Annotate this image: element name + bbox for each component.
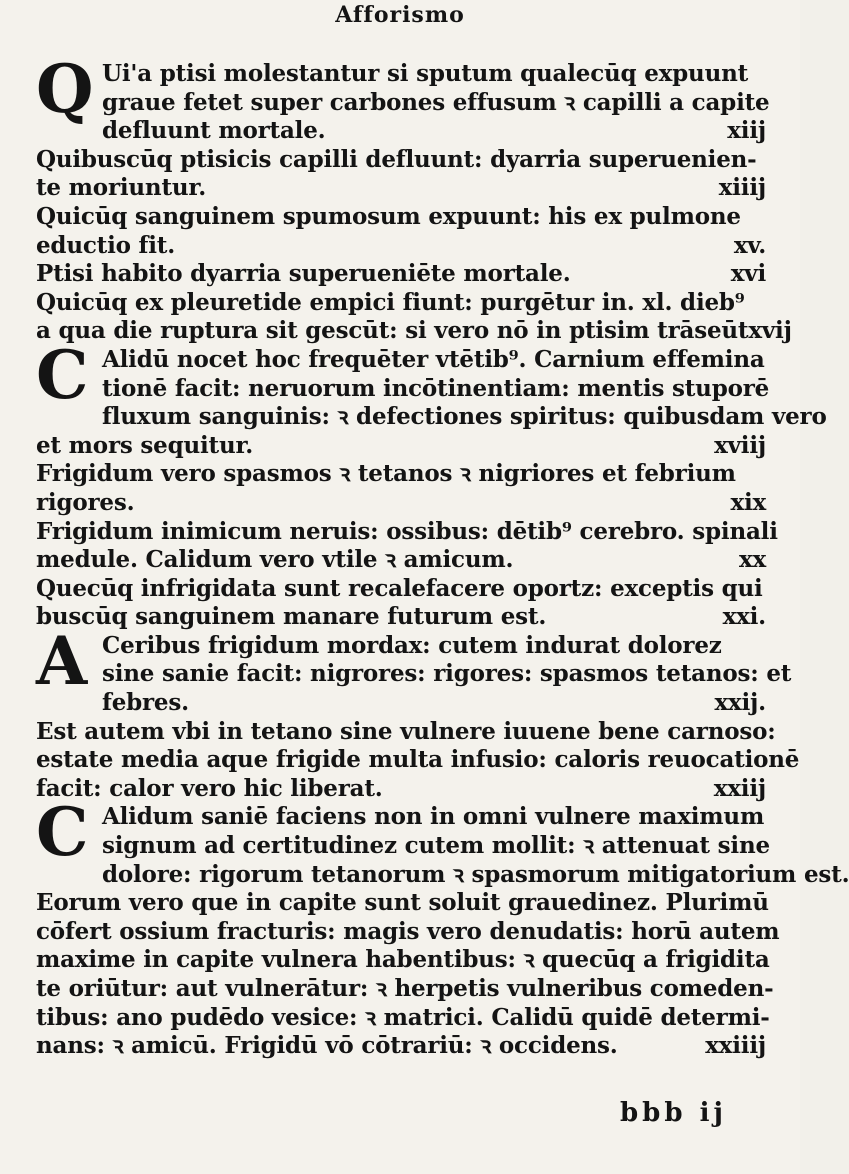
line-text: buscūq sanguinem manare futurum est. [36, 603, 547, 631]
aphorism-paragraph [36, 517, 778, 575]
line-text: Est autem vbi in tetano sine vulnere iuuene bene carnoso: [36, 717, 776, 745]
text-line [36, 232, 766, 261]
text-line [36, 260, 766, 289]
text-line [36, 174, 766, 203]
line-text: tibus: ano pudēdo vesice: ꝛ matrici. Calidū quidē determi- [36, 1003, 770, 1031]
aphorism-paragraph [36, 575, 766, 632]
line-text: fluxum sanguinis: ꝛ defectiones spiritus: quibusdam vero [102, 403, 827, 431]
text-line [36, 632, 766, 661]
aphorism-paragraph [36, 793, 849, 1060]
aphorism-number: xiiij [718, 174, 766, 202]
aphorism-number: xviij [714, 431, 766, 459]
text-line [36, 975, 774, 1004]
aphorism-paragraph [36, 50, 770, 146]
text-line [102, 689, 766, 718]
text-line [36, 203, 766, 232]
text-line [36, 803, 766, 832]
aphorism-number: xx [738, 546, 766, 574]
line-text: medule. Calidum vero vtile ꝛ amicum. [36, 546, 514, 574]
line-text: Quicūq ex pleuretide empici fiunt: purgētur in. xl. dieb⁹ [36, 288, 745, 316]
text-line [36, 432, 766, 461]
line-text: Eorum vero que in capite sunt soluit grauedinez. Plurimū [36, 889, 769, 917]
text-line [36, 517, 778, 547]
text-line [36, 946, 770, 975]
text-line [36, 575, 766, 604]
text-line [36, 889, 769, 918]
drop-cap-initial: A [36, 621, 88, 700]
text-line [36, 346, 766, 375]
text-line [36, 746, 800, 775]
line-text: rigores. [36, 488, 135, 516]
text-line [36, 460, 766, 489]
text-line [102, 117, 766, 146]
line-text: defluunt mortale. [102, 117, 326, 145]
aphorism-paragraph [36, 717, 800, 804]
line-text: Quecūq infrigidata sunt recalefacere oportz: exceptis qui [36, 574, 763, 602]
line-text: dolore: rigorum tetanorum ꝛ spasmorum mitigatorium est. [102, 860, 849, 888]
aphorism-paragraph [36, 146, 766, 203]
aphorism-number: xxi. [722, 603, 766, 631]
aphorism-paragraph [36, 621, 792, 718]
text-line [36, 146, 766, 175]
line-text: cōfert ossium fracturis: magis vero denudatis: horū autem [36, 917, 780, 945]
text-line [36, 60, 766, 89]
text-line [36, 917, 780, 947]
text-line [36, 660, 792, 689]
line-text: Frigidum vero spasmos ꝛ tetanos ꝛ nigriores et febrium [36, 460, 736, 488]
text-line [36, 403, 827, 432]
line-text: facit: calor vero hic liberat. [36, 774, 383, 802]
aphorism-number: xxiiij [705, 1032, 766, 1060]
signature-mark: bbb ij [620, 1098, 727, 1128]
text-line [36, 603, 766, 632]
line-text: graue fetet super carbones effusum ꝛ capilli a capite [102, 88, 770, 116]
aphorism-number: xv. [733, 231, 766, 259]
aphorism-number: xvij [748, 317, 792, 345]
aphorism-number: xix [730, 488, 766, 516]
aphorism-number: xxij. [714, 689, 766, 717]
text-line [36, 374, 770, 404]
line-text: Ptisi habito dyarria superueniēte mortale. [36, 260, 571, 288]
line-text: Ceribus frigidum mordax: cutem indurat dolorez [102, 631, 722, 659]
drop-cap-initial: Q [36, 50, 94, 128]
running-header: Afforismo [335, 2, 465, 28]
line-text: sine sanie facit: nigrores: rigores: spasmos tetanos: et [102, 660, 792, 688]
text-line [36, 832, 770, 861]
line-text: febres. [102, 689, 189, 717]
text-line [36, 88, 770, 118]
line-text: a qua die ruptura sit gescūt: si vero nō in ptisim trāseūt [36, 317, 749, 345]
aphorism-paragraph [36, 460, 766, 517]
line-text: Frigidum inimicum neruis: ossibus: dētib⁹ cerebro. spinali [36, 517, 778, 545]
drop-cap-initial: C [36, 793, 89, 872]
aphorism-number: xiij [727, 117, 766, 145]
text-line [36, 1003, 770, 1033]
aphorism-paragraph [36, 288, 792, 346]
line-text: nans: ꝛ amicū. Frigidū vō cōtrariū: ꝛ occidens. [36, 1032, 618, 1060]
aphorism-number: xxiij [713, 774, 766, 802]
aphorism-text-block [36, 50, 849, 1061]
aphorism-number: xvi [730, 260, 766, 288]
line-text: tionē facit: neruorum incōtinentiam: mentis stuporē [102, 374, 770, 402]
aphorism-paragraph [36, 203, 766, 260]
text-line [36, 317, 792, 346]
line-text: te moriuntur. [36, 174, 207, 202]
line-text: Alidum saniē faciens non in omni vulnere maximum [102, 803, 765, 831]
drop-cap-initial: C [36, 335, 89, 414]
text-line [36, 775, 766, 804]
line-text: signum ad certitudinez cutem mollit: ꝛ attenuat sine [102, 832, 770, 860]
aphorism-paragraph [36, 260, 766, 289]
line-text: te oriūtur: aut vulnerātur: ꝛ herpetis vulneribus comeden- [36, 975, 774, 1002]
line-text: Quibuscūq ptisicis capilli defluunt: dyarria superuenien- [36, 145, 757, 173]
aphorism-paragraph [36, 335, 827, 460]
text-line [36, 717, 776, 747]
line-text: eductio fit. [36, 231, 176, 259]
text-line [36, 489, 766, 518]
text-line [36, 546, 766, 575]
line-text: Alidū nocet hoc frequēter vtētib⁹. Carnium effemina [102, 345, 765, 373]
text-line [36, 1032, 766, 1061]
line-text: Quicūq sanguinem spumosum expuunt: his ex pulmone [36, 202, 741, 230]
line-text: Ui'a ptisi molestantur si sputum qualecūq expuunt [102, 60, 749, 87]
line-text: et mors sequitur. [36, 431, 254, 459]
line-text: maxime in capite vulnera habentibus: ꝛ quecūq a frigidita [36, 946, 770, 974]
line-text: estate media aque frigide multa infusio: caloris reuocationē [36, 746, 800, 774]
text-line [36, 860, 849, 890]
text-line [36, 289, 766, 318]
